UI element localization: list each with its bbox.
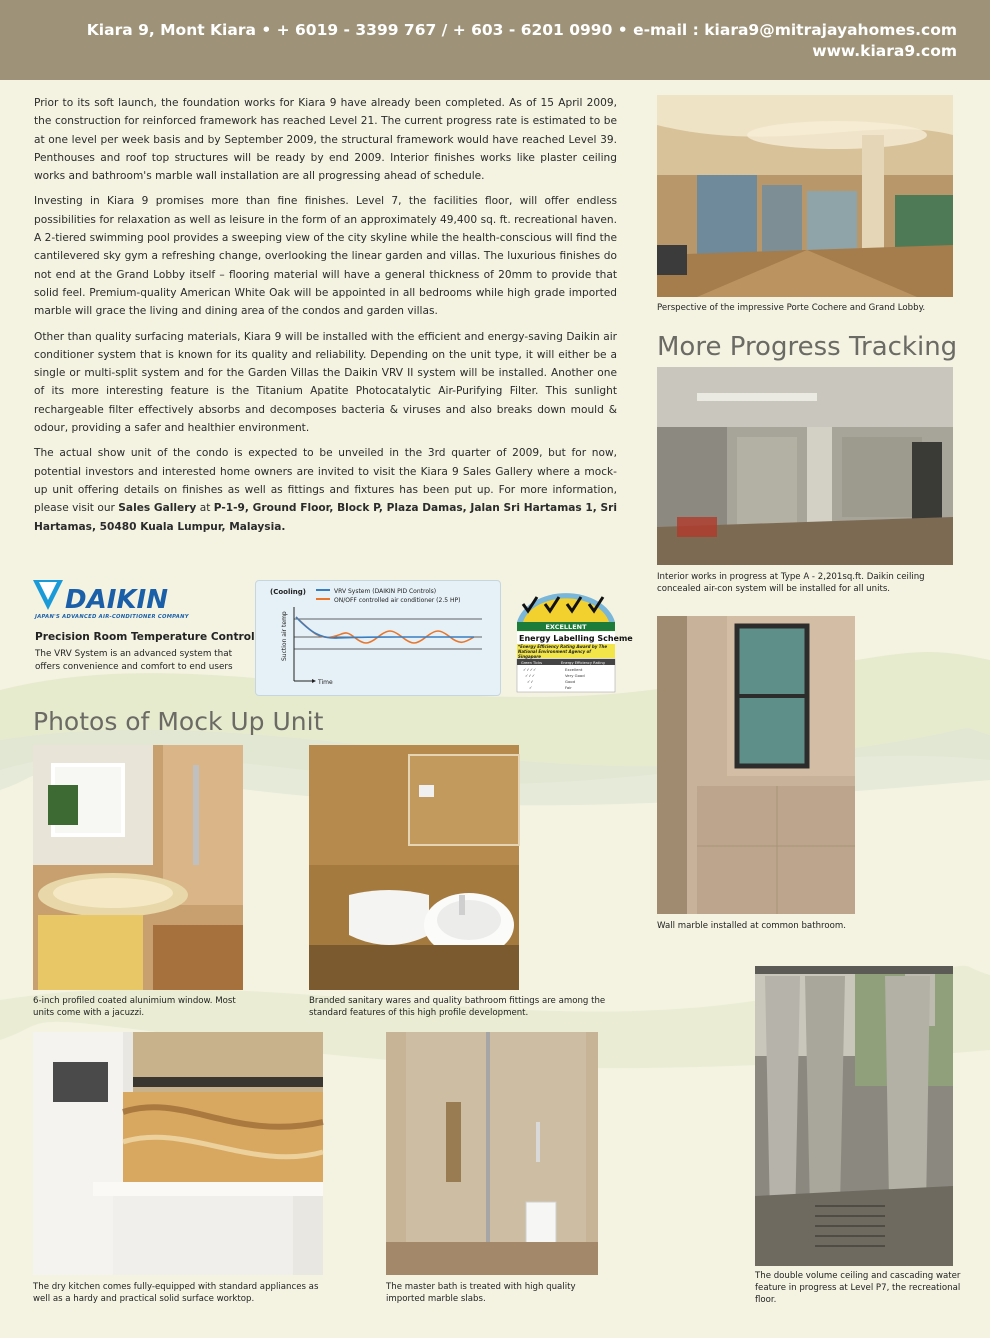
energy-rating-row-4: Fair bbox=[565, 685, 572, 690]
daikin-logo-text: DAIKIN bbox=[65, 585, 168, 615]
energy-rating-row-1: Excellent bbox=[565, 667, 583, 672]
daikin-tagline: JAPAN'S ADVANCED AIR-CONDITIONER COMPANY bbox=[35, 614, 189, 620]
sales-gallery-address: P-1-9, Ground Floor, Block P, Plaza Damas, Jalan Sri Hartamas 1, Sri Hartamas, 50480 Kuala Lumpur, Malaysia. bbox=[34, 502, 618, 533]
article-paragraph-1: Prior to its soft launch, the foundation works for Kiara 9 have already been completed. As of 15 April 2009, the construction for reinforced framework has reached Level 21. The current progress rate is estimated to be at one level per week basis and by September 2009, the structural framework would have reached Level 39. Penthouses and roof top structures will be ready by end 2009. Interior finishes works like plaster ceiling works and bathroom's marble wall installation are all progressing ahead of schedule. bbox=[34, 97, 617, 183]
kitchen-caption: The dry kitchen comes fully-equipped with standard appliances as well as a hardy and practical solid surface worktop. bbox=[33, 1282, 319, 1304]
header-bar bbox=[0, 0, 990, 80]
jacuzzi-photo bbox=[33, 745, 243, 990]
chart-y-label: Suction air temp bbox=[281, 611, 288, 661]
article-paragraph-2: Investing in Kiara 9 promises more than fine finishes. Level 7, the facilities floor, will offer endless possibilities for relaxation as well as leisure in the form of an approximately 49,400 sq. ft. recreational haven. A 2-tiered swimming pool provides a sweeping view of the city skyline while the health-conscious will find the cantilevered sky gym a refreshing change, overlooking the linear garden and villas. The luxurious finishes do not end at the Grand Lobby itself – flooring material will have a general thickness of 20mm to provide that solid feel. Premium-quality American White Oak will be appointed in all bedrooms while high grade imported marble will grace the living and dining area of the condos and garden villas. bbox=[34, 195, 617, 318]
sanitary-caption: Branded sanitary wares and quality bathroom fittings are among the standard features of this high profile development. bbox=[309, 996, 606, 1018]
energy-title: Energy Labelling Scheme bbox=[519, 634, 633, 643]
energy-award: *Energy Efficiency Rating Award by The National Environment Agency of Singapore bbox=[518, 644, 608, 659]
article-paragraph-4 bbox=[34, 444, 617, 535]
daikin-title: Precision Room Temperature Control bbox=[35, 631, 255, 643]
columns-photo bbox=[755, 966, 953, 1266]
website-link[interactable]: www.kiara9.com bbox=[812, 42, 957, 60]
energy-label bbox=[513, 582, 633, 694]
energy-col-ticks: Green Ticks bbox=[521, 661, 543, 665]
daikin-description: The VRV System is an advanced system that offers convenience and comfort to end users bbox=[35, 649, 233, 672]
sales-gallery-label: Sales Gallery bbox=[118, 502, 197, 515]
vrv-chart bbox=[255, 580, 501, 696]
article-paragraph-3: Other than quality surfacing materials, Kiara 9 will be installed with the efficient and energy-saving Daikin air conditioner system that is known for its quality and reliability. Depending on the unit type, it will either be a single or multi-split system and for the Garden Villas the Daikin VRV II system will be installed. Another one of its more interesting feature is the Titanium Apatite Photocatalytic Air-Purifying Filter. This sunlight rechargeable filter effectively absorbs and decomposes bacteria & viruses and also breaks down mould & odour, providing a safer and healthier environment. bbox=[34, 330, 617, 435]
marble-caption: Wall marble installed at common bathroom. bbox=[657, 921, 846, 931]
energy-rating-row-3: Good bbox=[565, 679, 575, 684]
columns-caption: The double volume ceiling and cascading water feature in progress at Level P7, the recreational floor. bbox=[755, 1271, 961, 1305]
jacuzzi-caption: 6-inch profiled coated alunimium window. Most units come with a jacuzzi. bbox=[33, 996, 236, 1018]
final-mid-text: at bbox=[196, 502, 214, 515]
energy-ticks-row-4: ✓ bbox=[529, 685, 533, 690]
mockup-section-title: Photos of Mock Up Unit bbox=[33, 707, 324, 736]
chart-mode-label: (Cooling) bbox=[270, 588, 306, 596]
kitchen-photo bbox=[33, 1032, 323, 1275]
interior-caption: Interior works in progress at Type A - 2,201sq.ft. Daikin ceiling concealed air-con system will be installed for all units. bbox=[657, 572, 925, 594]
energy-ticks-row-2: ✓✓✓ bbox=[525, 673, 536, 678]
legend-vrv-label: VRV System (DAIKIN PID Controls) bbox=[334, 588, 437, 595]
master-bath-photo bbox=[386, 1032, 598, 1275]
chart-x-arrowhead bbox=[312, 679, 316, 683]
final-text: The actual show unit of the condo is expected to be unveiled in the 3rd quarter of 2009, but for now, potential investors and interested home owners are invited to visit the Kiara 9 Sales Gallery where a mock-up unit offering details on finishes as well as fittings and fixtures has been put up. For more information, please visit our bbox=[34, 447, 617, 515]
onoff-curve bbox=[296, 617, 474, 643]
lobby-caption: Perspective of the impressive Porte Cochere and Grand Lobby. bbox=[657, 303, 926, 313]
article-body bbox=[34, 94, 617, 543]
lobby-photo bbox=[657, 95, 953, 297]
chart-x-label: Time bbox=[318, 679, 333, 686]
interior-photo bbox=[657, 367, 953, 565]
energy-col-rating: Energy Efficiency Rating bbox=[561, 661, 605, 665]
energy-rating: EXCELLENT bbox=[545, 623, 587, 631]
marble-photo bbox=[657, 616, 855, 914]
master-bath-caption: The master bath is treated with high quality imported marble slabs. bbox=[386, 1282, 576, 1304]
energy-ticks-row-3: ✓✓ bbox=[527, 679, 534, 684]
legend-onoff-label: ON/OFF controlled air conditioner (2.5 HP) bbox=[334, 597, 461, 604]
sanitary-photo bbox=[309, 745, 519, 990]
progress-section-title: More Progress Tracking bbox=[657, 332, 958, 362]
contact-line: Kiara 9, Mont Kiara • + 6019 - 3399 767 / + 603 - 6201 0990 • e-mail : kiara9@mitrajayahomes.com bbox=[86, 21, 957, 39]
energy-ticks-row-1: ✓✓✓✓ bbox=[523, 667, 537, 672]
energy-rating-row-2: Very Good bbox=[565, 673, 585, 678]
